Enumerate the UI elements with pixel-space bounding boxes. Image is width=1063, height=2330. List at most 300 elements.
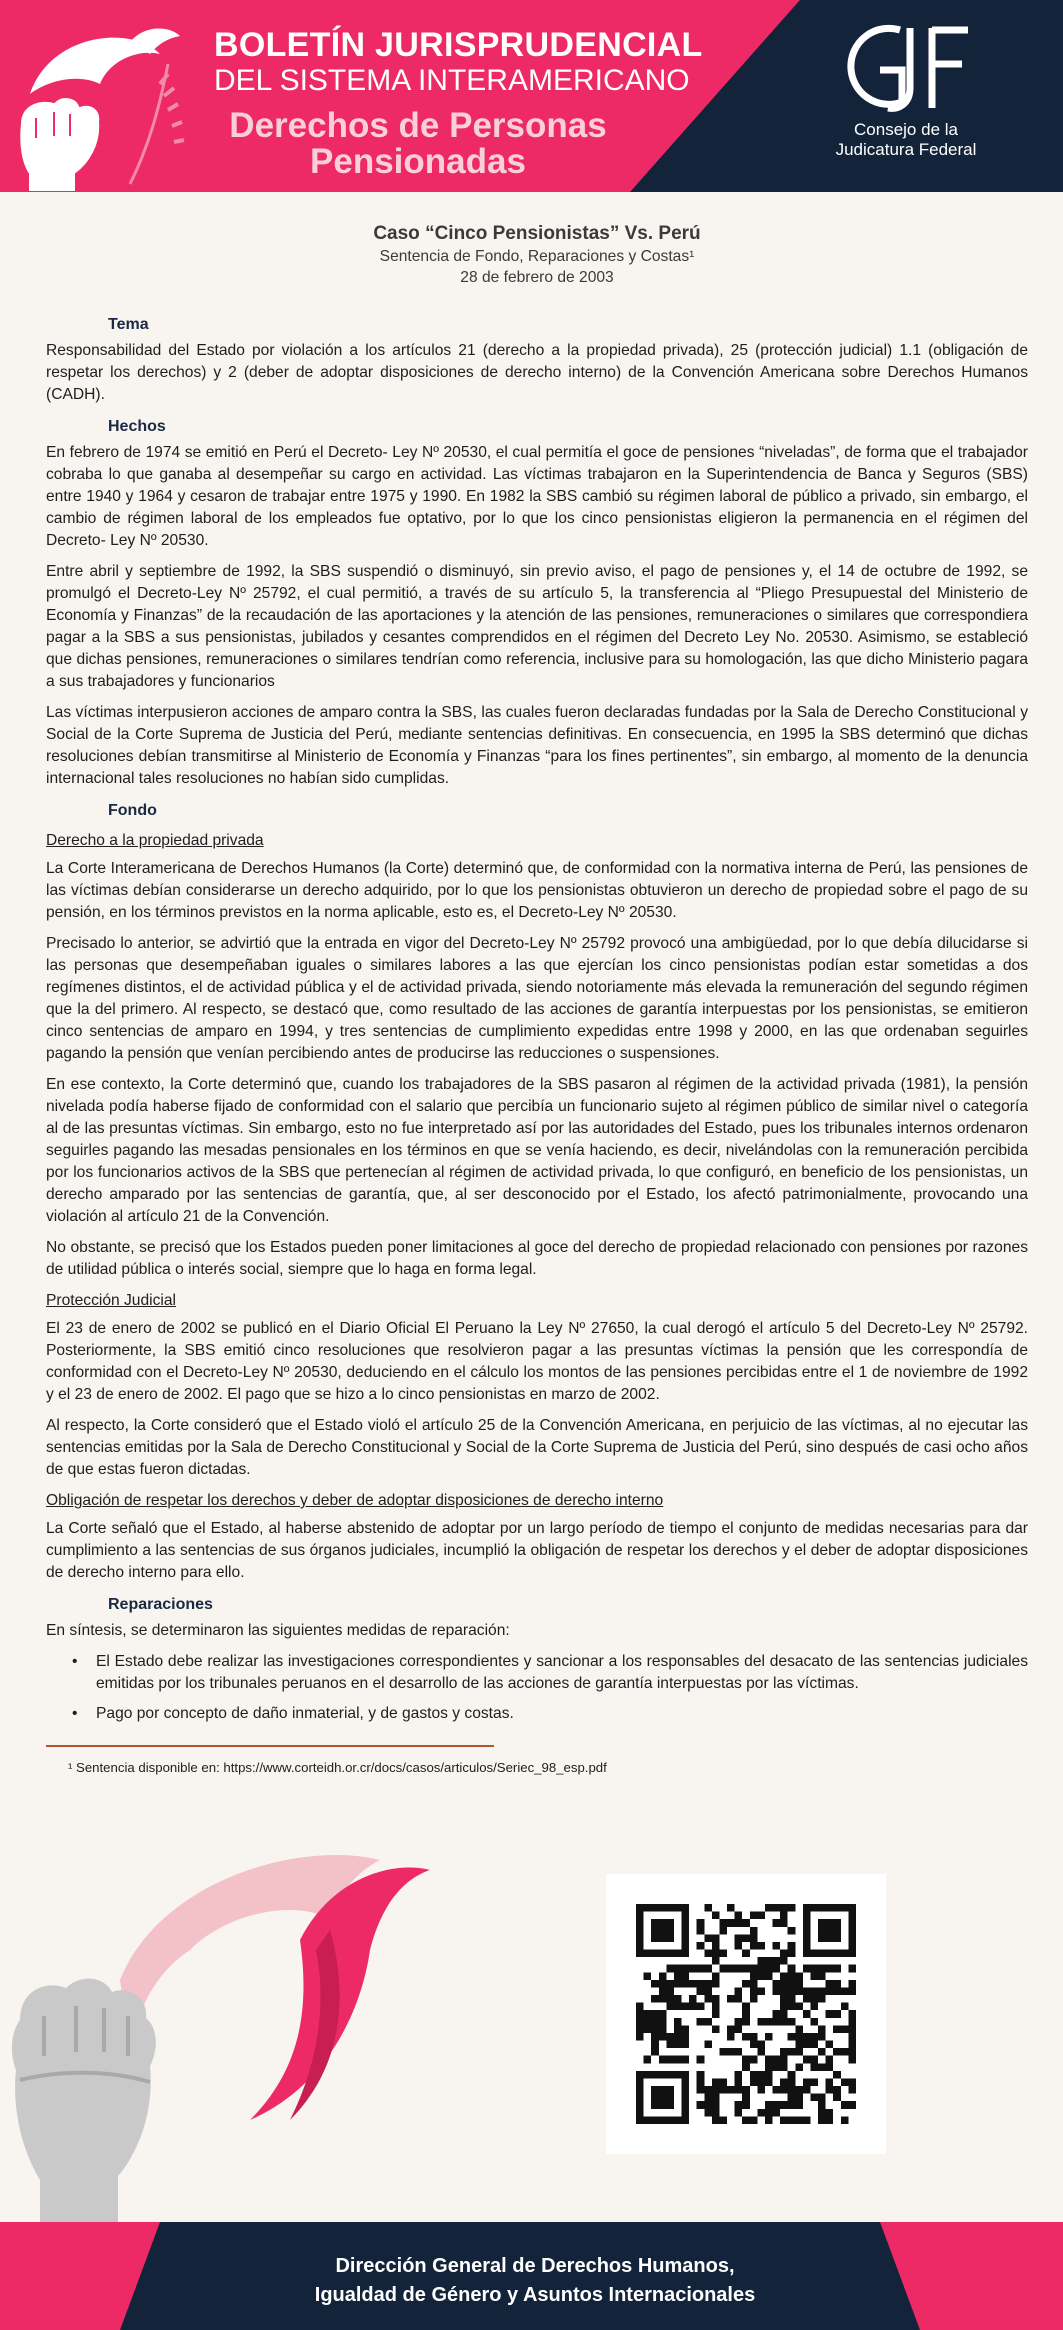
qr-module <box>651 2033 659 2041</box>
qr-module <box>644 2116 652 2124</box>
qr-module <box>704 2109 712 2117</box>
qr-module <box>818 1950 826 1958</box>
reparaciones-intro: En síntesis, se determinaron las siguientes medidas de reparación: <box>46 1622 510 1639</box>
qr-module <box>659 2033 667 2041</box>
qr-module <box>780 1957 788 1965</box>
qr-module <box>651 1980 659 1988</box>
qr-module <box>810 1972 818 1980</box>
qr-module <box>826 2063 834 2071</box>
qr-module <box>712 1934 720 1942</box>
qr-module <box>848 1912 856 1920</box>
qr-module <box>848 1919 856 1927</box>
qr-module <box>848 2078 856 2086</box>
qr-module <box>818 1904 826 1912</box>
qr-module <box>659 1919 667 1927</box>
qr-module <box>651 2010 659 2018</box>
qr-module <box>826 1965 834 1973</box>
qr-module <box>788 1995 796 2003</box>
qr-module <box>833 2086 841 2094</box>
qr-module <box>750 2033 758 2041</box>
qr-module <box>712 2101 720 2109</box>
qr-module <box>644 2010 652 2018</box>
list-item: • Pago por concepto de daño inmaterial, y de gastos y costas. <box>46 1703 1028 1725</box>
logo-caption-1: Consejo de la <box>854 120 958 139</box>
qr-module <box>841 1904 849 1912</box>
qr-module <box>697 2101 705 2109</box>
qr-module <box>773 1957 781 1965</box>
qr-module <box>795 2063 803 2071</box>
qr-module <box>833 1987 841 1995</box>
qr-code-pattern <box>636 1904 856 2124</box>
qr-module <box>727 2086 735 2094</box>
qr-module <box>651 2048 659 2056</box>
qr-module <box>788 2078 796 2086</box>
qr-module <box>636 2003 644 2011</box>
qr-module <box>735 2048 743 2056</box>
qr-module <box>704 2101 712 2109</box>
case-title: Caso “Cinco Pensionistas” Vs. Perú <box>373 223 701 244</box>
propiedad-paragraph: Precisado lo anterior, se advirtió que la entrada en vigor del Decreto-Ley Nº 25792 provocó una ambigüedad, por lo que debía dilucidarse si las personas que desempeñaban iguales o similares labores a las que ejercían los cinco pensionistas podían estar sometidas a dos regímenes distintos, el de actividad pública y el de actividad privada, siendo notoriamente más elevada la remuneración del segundo régimen que la del primero. Al respecto, se destacó que, como resultado de las acciones de garantía interpuestas por los pensionistas, se emitieron cinco sentencias de amparo en 1994, y tres sentencias de cumplimiento expedidas entre 1998 y 2000, en las que ordenaban seguirles pagando la pensión que venían percibiendo antes de producirse las reducciones o suspensiones. <box>46 935 1028 1062</box>
qr-module <box>712 1957 720 1965</box>
qr-module <box>659 2086 667 2094</box>
qr-module <box>810 1965 818 1973</box>
qr-module <box>788 1980 796 1988</box>
qr-module <box>682 2056 690 2064</box>
qr-module <box>848 1904 856 1912</box>
qr-module <box>719 2078 727 2086</box>
qr-module <box>788 2033 796 2041</box>
qr-module <box>659 1980 667 1988</box>
qr-module <box>651 1904 659 1912</box>
qr-module <box>719 1927 727 1935</box>
qr-module <box>659 1987 667 1995</box>
qr-module <box>674 2116 682 2124</box>
qr-module <box>659 1904 667 1912</box>
qr-module <box>636 2078 644 2086</box>
qr-module <box>803 1995 811 2003</box>
qr-module <box>636 1934 644 1942</box>
qr-module <box>795 1972 803 1980</box>
qr-module <box>818 2101 826 2109</box>
qr-module <box>636 1904 644 1912</box>
qr-module <box>689 1980 697 1988</box>
qr-module <box>674 2018 682 2026</box>
qr-module <box>651 1919 659 1927</box>
qr-module <box>780 1995 788 2003</box>
qr-module <box>788 1927 796 1935</box>
qr-module <box>674 1950 682 1958</box>
footer-text <box>250 2252 820 2310</box>
qr-module <box>841 2025 849 2033</box>
bulletin-topic: Derechos de Personas Pensionadas <box>229 106 607 181</box>
qr-module <box>636 1950 644 1958</box>
qr-module <box>666 1934 674 1942</box>
qr-module <box>682 2071 690 2079</box>
qr-module <box>704 1980 712 1988</box>
qr-module <box>719 2116 727 2124</box>
qr-module <box>780 1980 788 1988</box>
qr-module <box>848 2056 856 2064</box>
qr-module <box>773 2086 781 2094</box>
qr-module <box>659 2094 667 2102</box>
qr-module <box>780 2018 788 2026</box>
qr-module <box>636 1912 644 1920</box>
qr-module <box>780 2056 788 2064</box>
qr-module <box>742 1919 750 1927</box>
qr-module <box>659 2025 667 2033</box>
qr-module <box>659 1995 667 2003</box>
qr-module <box>682 2109 690 2117</box>
qr-module <box>742 2056 750 2064</box>
case-heading <box>46 222 1028 288</box>
qr-module <box>848 2048 856 2056</box>
footer-banner <box>0 2222 1063 2330</box>
qr-module <box>773 2010 781 2018</box>
qr-module <box>810 2056 818 2064</box>
section-title-hechos: Hechos <box>108 418 166 435</box>
section-title-fondo: Fondo <box>108 802 157 819</box>
qr-module <box>704 2094 712 2102</box>
qr-module <box>795 2086 803 2094</box>
qr-module <box>651 1950 659 1958</box>
qr-module <box>712 2086 720 2094</box>
qr-module <box>644 1950 652 1958</box>
qr-module <box>750 1942 758 1950</box>
qr-module <box>826 1919 834 1927</box>
qr-module <box>788 1942 796 1950</box>
qr-module <box>773 1987 781 1995</box>
qr-module <box>682 1972 690 1980</box>
qr-module <box>795 2101 803 2109</box>
qr-module <box>682 2116 690 2124</box>
qr-module <box>727 2025 735 2033</box>
qr-module <box>682 1904 690 1912</box>
qr-module <box>712 2078 720 2086</box>
qr-module <box>697 2018 705 2026</box>
qr-module <box>841 1950 849 1958</box>
qr-module <box>826 2041 834 2049</box>
qr-module <box>742 2018 750 2026</box>
qr-module <box>795 2003 803 2011</box>
qr-module <box>765 1972 773 1980</box>
bulletin-subtitle: DEL SISTEMA INTERAMERICANO <box>214 64 690 97</box>
qr-module <box>704 1950 712 1958</box>
subsection-title-obligacion: Obligación de respetar los derechos y deber de adoptar disposiciones de derecho interno <box>46 1492 664 1509</box>
qr-module <box>750 2041 758 2049</box>
qr-module <box>727 1904 735 1912</box>
qr-module <box>727 1919 735 1927</box>
qr-module <box>735 1987 743 1995</box>
qr-module <box>833 1904 841 1912</box>
qr-module <box>803 1965 811 1973</box>
qr-module <box>780 1912 788 1920</box>
qr-module <box>651 1995 659 2003</box>
qr-module <box>810 2063 818 2071</box>
qr-module <box>833 1927 841 1935</box>
qr-module <box>636 1927 644 1935</box>
qr-module <box>848 2010 856 2018</box>
qr-module <box>750 2056 758 2064</box>
qr-module <box>674 2025 682 2033</box>
qr-module <box>719 1919 727 1927</box>
qr-module <box>780 2116 788 2124</box>
qr-module <box>757 2048 765 2056</box>
qr-module <box>848 1934 856 1942</box>
qr-module <box>780 2078 788 2086</box>
qr-module <box>697 1942 705 1950</box>
qr-module <box>826 2010 834 2018</box>
reparaciones-list <box>46 1651 1028 1725</box>
qr-module <box>742 2116 750 2124</box>
qr-module <box>803 2116 811 2124</box>
hechos-paragraph: Las víctimas interpusieron acciones de amparo contra la SBS, las cuales fueron declaradas fundadas por la Sala de Derecho Constitucional y Social de la Corte Suprema de Justicia del Perú, mediante sentencias definitivas. En consecuencia, en 1995 la SBS determinó que dichas resoluciones debían transmitirse al Ministerio de Economía y Finanzas “para los fines pertinentes”, sin embargo, al momento de la denuncia internacional tales resoluciones no habían sido cumplidas. <box>46 704 1028 787</box>
qr-module <box>666 2003 674 2011</box>
qr-module <box>651 1934 659 1942</box>
qr-module <box>712 1950 720 1958</box>
qr-module <box>682 1965 690 1973</box>
qr-module <box>803 2010 811 2018</box>
qr-module <box>803 2056 811 2064</box>
qr-module <box>644 1904 652 1912</box>
qr-module <box>674 1980 682 1988</box>
qr-module <box>818 1934 826 1942</box>
qr-module <box>757 1987 765 1995</box>
qr-module <box>712 2094 720 2102</box>
qr-module <box>826 1950 834 1958</box>
qr-module <box>719 2086 727 2094</box>
qr-module <box>833 2048 841 2056</box>
qr-module <box>659 1934 667 1942</box>
qr-module <box>788 1904 796 1912</box>
qr-module <box>704 1987 712 1995</box>
qr-module <box>735 2078 743 2086</box>
qr-module <box>644 2056 652 2064</box>
qr-module <box>712 2116 720 2124</box>
qr-module <box>674 1995 682 2003</box>
qr-module <box>682 2086 690 2094</box>
qr-module <box>674 1972 682 1980</box>
qr-module <box>719 2048 727 2056</box>
qr-module <box>742 2086 750 2094</box>
proteccion-paragraph: El 23 de enero de 2002 se publicó en el Diario Oficial El Peruano la Ley Nº 27650, la cual derogó el artículo 5 del Decreto-Ley Nº 25792. Posteriormente, la SBS emitió cinco resoluciones que resolvieron pagar a las presuntas víctimas la pensión que les correspondía de conformidad con el Decreto-Ley Nº 20530, deduciendo en el cálculo los montos de las pensiones percibidas entre el 1 de noviembre de 1992 y el 23 de enero de 2002. El pago que se hizo a lo cinco pensionistas en marzo de 2002. <box>46 1320 1028 1403</box>
qr-module <box>704 1904 712 1912</box>
qr-module <box>704 1965 712 1973</box>
qr-module <box>689 1965 697 1973</box>
qr-module <box>826 2116 834 2124</box>
qr-module <box>826 2078 834 2086</box>
qr-module <box>810 2078 818 2086</box>
qr-module <box>780 2063 788 2071</box>
qr-module <box>765 2071 773 2079</box>
qr-module <box>682 1980 690 1988</box>
qr-module <box>780 2010 788 2018</box>
qr-module <box>719 1965 727 1973</box>
qr-module <box>757 2109 765 2117</box>
qr-module <box>803 2033 811 2041</box>
qr-module <box>780 2086 788 2094</box>
qr-module <box>735 2101 743 2109</box>
qr-module <box>765 2116 773 2124</box>
qr-module <box>780 1972 788 1980</box>
qr-module <box>689 2003 697 2011</box>
qr-module <box>682 2101 690 2109</box>
qr-module <box>757 1912 765 1920</box>
qr-module <box>795 2094 803 2102</box>
qr-module <box>666 2041 674 2049</box>
propiedad-paragraph: La Corte Interamericana de Derechos Humanos (la Corte) determinó que, de conformidad con la normativa interna de Perú, las pensiones de las víctimas debían considerarse un derecho adquirido, por lo que los pensionistas obtuvieron un derecho de propiedad sobre el pago de su pensión, en los términos previstos en la norma aplicable, esto es, el Decreto-Ley Nº 20530. <box>46 860 1028 921</box>
qr-module <box>780 2048 788 2056</box>
bulletin-title: BOLETÍN JURISPRUDENCIAL <box>214 26 703 64</box>
qr-module <box>780 1904 788 1912</box>
bulletin-body <box>46 222 1028 1779</box>
qr-module <box>651 2116 659 2124</box>
qr-module <box>773 1904 781 1912</box>
qr-module <box>833 2071 841 2079</box>
qr-module <box>666 1980 674 1988</box>
qr-module <box>773 2018 781 2026</box>
qr-module <box>765 2033 773 2041</box>
qr-module <box>795 1980 803 1988</box>
qr-module <box>697 1965 705 1973</box>
qr-module <box>848 2025 856 2033</box>
qr-module <box>712 2109 720 2117</box>
qr-module <box>818 1995 826 2003</box>
qr-module <box>765 1904 773 1912</box>
qr-module <box>666 1950 674 1958</box>
qr-module <box>727 1965 735 1973</box>
qr-module <box>788 2018 796 2026</box>
qr-module <box>712 1912 720 1920</box>
qr-module <box>810 1995 818 2003</box>
qr-module <box>719 1950 727 1958</box>
header-banner <box>0 0 1063 192</box>
qr-module <box>818 1927 826 1935</box>
qr-module <box>848 1942 856 1950</box>
qr-module <box>659 2056 667 2064</box>
qr-module <box>757 2071 765 2079</box>
qr-module <box>795 2033 803 2041</box>
qr-module <box>742 2033 750 2041</box>
qr-module <box>727 2033 735 2041</box>
qr-module <box>750 1972 758 1980</box>
qr-module <box>848 1965 856 1973</box>
qr-module <box>712 2010 720 2018</box>
qr-module <box>644 2071 652 2079</box>
qr-module <box>795 2025 803 2033</box>
qr-code[interactable] <box>606 1874 886 2154</box>
qr-module <box>780 1950 788 1958</box>
qr-module <box>651 2101 659 2109</box>
qr-module <box>704 1934 712 1942</box>
qr-module <box>735 1919 743 1927</box>
qr-module <box>651 2041 659 2049</box>
qr-module <box>750 1934 758 1942</box>
qr-module <box>666 2116 674 2124</box>
qr-module <box>659 2101 667 2109</box>
footer-line-1: Dirección General de Derechos Humanos, <box>335 2255 735 2277</box>
qr-module <box>735 2018 743 2026</box>
qr-module <box>848 1950 856 1958</box>
cjf-logo-mark <box>836 18 976 114</box>
qr-module <box>841 2116 849 2124</box>
qr-module <box>651 2086 659 2094</box>
qr-module <box>818 2063 826 2071</box>
qr-module <box>735 1995 743 2003</box>
qr-module <box>810 2094 818 2102</box>
qr-module <box>674 1965 682 1973</box>
qr-module <box>659 1950 667 1958</box>
qr-module <box>674 2056 682 2064</box>
case-subtitle: Sentencia de Fondo, Reparaciones y Costas¹ <box>379 248 695 265</box>
qr-module <box>659 2071 667 2079</box>
qr-module <box>674 2003 682 2011</box>
qr-module <box>636 2086 644 2094</box>
qr-module <box>697 1919 705 1927</box>
qr-module <box>818 2094 826 2102</box>
qr-module <box>810 1904 818 1912</box>
qr-module <box>636 1942 644 1950</box>
qr-module <box>803 2041 811 2049</box>
qr-module <box>841 2101 849 2109</box>
qr-module <box>765 1965 773 1973</box>
qr-module <box>765 2063 773 2071</box>
qr-module <box>742 2094 750 2102</box>
qr-module <box>765 2056 773 2064</box>
qr-module <box>841 2003 849 2011</box>
qr-module <box>682 1919 690 1927</box>
qr-module <box>735 1912 743 1920</box>
qr-module <box>750 1995 758 2003</box>
qr-module <box>682 1927 690 1935</box>
qr-module <box>644 2025 652 2033</box>
qr-module <box>651 2018 659 2026</box>
qr-module <box>848 1927 856 1935</box>
qr-module <box>773 1980 781 1988</box>
qr-module <box>810 2018 818 2026</box>
tema-paragraph: Responsabilidad del Estado por violación a los artículos 21 (derecho a la propiedad privada), 25 (protección judicial) 1.1 (obligación de respetar los derechos) y 2 (deber de adoptar disposiciones de derecho interno) de la Convención Americana sobre Derechos Humanos (CADH). <box>46 342 1028 403</box>
qr-module <box>765 2018 773 2026</box>
qr-module <box>833 2094 841 2102</box>
qr-module <box>765 2109 773 2117</box>
subsection-title-propiedad: Derecho a la propiedad privada <box>46 832 264 849</box>
qr-module <box>674 2071 682 2079</box>
hechos-paragraph: Entre abril y septiembre de 1992, la SBS suspendió o disminuyó, sin previo aviso, el pago de pensiones y, el 14 de octubre de 1992, se promulgó el Decreto-Ley Nº 25792, el cual permitió, a través de su artículo 5, la transferencia al “Pliego Presupuestal del Ministerio de Economía y Finanzas” de la recaudación de las aportaciones y la atención de las pensiones, remuneraciones o similares que correspondiera pagar a la SBS a sus pensionistas, jubilados y cesantes comprendidos en el régimen del Decreto Ley No. 20530. Asimismo, se estableció que dichas pensiones, remuneraciones o similares tendrían como referencia, inclusive para su homologación, las que dicho Ministerio pagara a sus trabajadores y funcionarios <box>46 563 1028 690</box>
qr-module <box>803 1927 811 1935</box>
qr-module <box>788 2101 796 2109</box>
qr-module <box>826 1904 834 1912</box>
footnote: ¹ Sentencia disponible en: https://www.corteidh.or.cr/docs/casos/articulos/Seriec_98_esp.pdf <box>68 1760 607 1775</box>
qr-module <box>788 2003 796 2011</box>
qr-module <box>659 2010 667 2018</box>
qr-module <box>788 2116 796 2124</box>
subsection-title-proteccion: Protección Judicial <box>46 1292 177 1309</box>
qr-module <box>803 1934 811 1942</box>
qr-module <box>757 1972 765 1980</box>
qr-module <box>757 2078 765 2086</box>
qr-module <box>810 2041 818 2049</box>
logo-caption-2: Judicatura Federal <box>835 140 977 159</box>
qr-module <box>841 2048 849 2056</box>
qr-module <box>697 2003 705 2011</box>
qr-module <box>818 1919 826 1927</box>
qr-module <box>788 2071 796 2079</box>
list-item: • El Estado debe realizar las investigaciones correspondientes y sancionar a los responsables del desacato de las sentencias judiciales emitidas por los tribunales peruanos en el desarrollo de las acciones de garantía interpuestas por las víctimas. <box>46 1651 1028 1695</box>
qr-module <box>810 2003 818 2011</box>
qr-module <box>666 2094 674 2102</box>
qr-module <box>697 1980 705 1988</box>
qr-module <box>697 2056 705 2064</box>
qr-module <box>704 1995 712 2003</box>
